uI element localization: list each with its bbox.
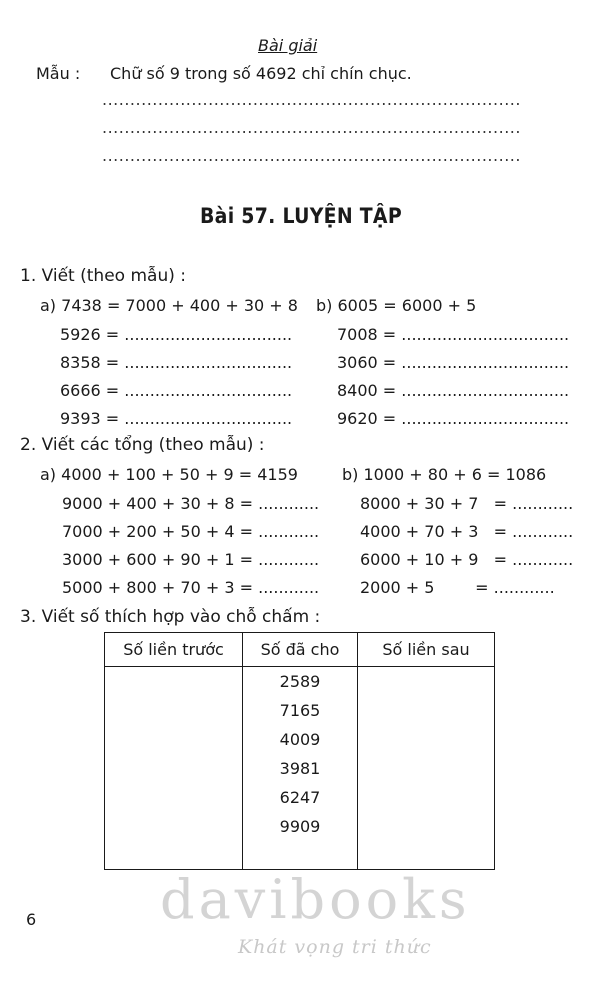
ex1-left-row: 8358 = ................................. xyxy=(60,353,293,372)
ex1-right-example: b) 6005 = 6000 + 5 xyxy=(316,296,477,315)
ex2-right-row: 6000 + 10 + 9 = ............ xyxy=(360,550,574,569)
given-number: 9909 xyxy=(279,817,321,836)
page-number: 6 xyxy=(26,910,37,929)
solution-label: Bài giải xyxy=(258,36,318,55)
ex2-right-row: 2000 + 5 = ............ xyxy=(360,578,555,597)
ex2-right-example: b) 1000 + 80 + 6 = 1086 xyxy=(342,465,547,484)
ex1-right-row: 7008 = ................................. xyxy=(337,325,570,344)
ex2-left-row: 9000 + 400 + 30 + 8 = ............ xyxy=(62,494,320,513)
ex2-heading: 2. Viết các tổng (theo mẫu) : xyxy=(20,435,265,455)
given-number: 2589 xyxy=(279,672,321,691)
column-header-given: Số đã cho xyxy=(243,633,358,667)
ex1-left-row: 6666 = ................................. xyxy=(60,381,293,400)
given-number: 3981 xyxy=(279,759,321,778)
ex2-right-row: 4000 + 70 + 3 = ............ xyxy=(360,522,574,541)
ex2-left-example: a) 4000 + 100 + 50 + 9 = 4159 xyxy=(40,465,298,484)
ex2-left-row: 5000 + 800 + 70 + 3 = ............ xyxy=(62,578,320,597)
ex2-left-row: 3000 + 600 + 90 + 1 = ............ xyxy=(62,550,320,569)
given-number: 4009 xyxy=(279,730,321,749)
column-header-before: Số liền trước xyxy=(105,633,243,667)
answer-dot-line: ........................................................................... xyxy=(102,118,521,137)
given-number: 6247 xyxy=(279,788,321,807)
given-column-cell xyxy=(243,667,358,870)
ex2-left-row: 7000 + 200 + 50 + 4 = ............ xyxy=(62,522,320,541)
example-prefix: Mẫu : xyxy=(36,64,81,83)
example-text: Chữ số 9 trong số 4692 chỉ chín chục. xyxy=(110,64,412,83)
ex1-left-row: 5926 = ................................. xyxy=(60,325,293,344)
after-column-cell[interactable] xyxy=(358,667,495,870)
ex1-heading: 1. Viết (theo mẫu) : xyxy=(20,266,186,286)
watermark-brand: davibooks xyxy=(160,868,471,931)
column-header-after: Số liền sau xyxy=(358,633,495,667)
ex3-heading: 3. Viết số thích hợp vào chỗ chấm : xyxy=(20,607,321,627)
lesson-title: Bài 57. LUYỆN TẬP xyxy=(200,204,402,228)
ex1-right-row: 8400 = ................................. xyxy=(337,381,570,400)
answer-dot-line: ........................................................................... xyxy=(102,90,521,109)
before-column-cell[interactable] xyxy=(105,667,243,870)
ex1-left-example: a) 7438 = 7000 + 400 + 30 + 8 xyxy=(40,296,298,315)
given-number: 7165 xyxy=(279,701,321,720)
ex1-right-row: 3060 = ................................. xyxy=(337,353,570,372)
ex1-right-row: 9620 = ................................. xyxy=(337,409,570,428)
watermark-slogan: Khát vọng tri thức xyxy=(238,936,432,958)
ex2-right-row: 8000 + 30 + 7 = ............ xyxy=(360,494,574,513)
answer-dot-line: ........................................................................... xyxy=(102,146,521,165)
ex1-left-row: 9393 = ................................. xyxy=(60,409,293,428)
number-table xyxy=(104,632,495,870)
